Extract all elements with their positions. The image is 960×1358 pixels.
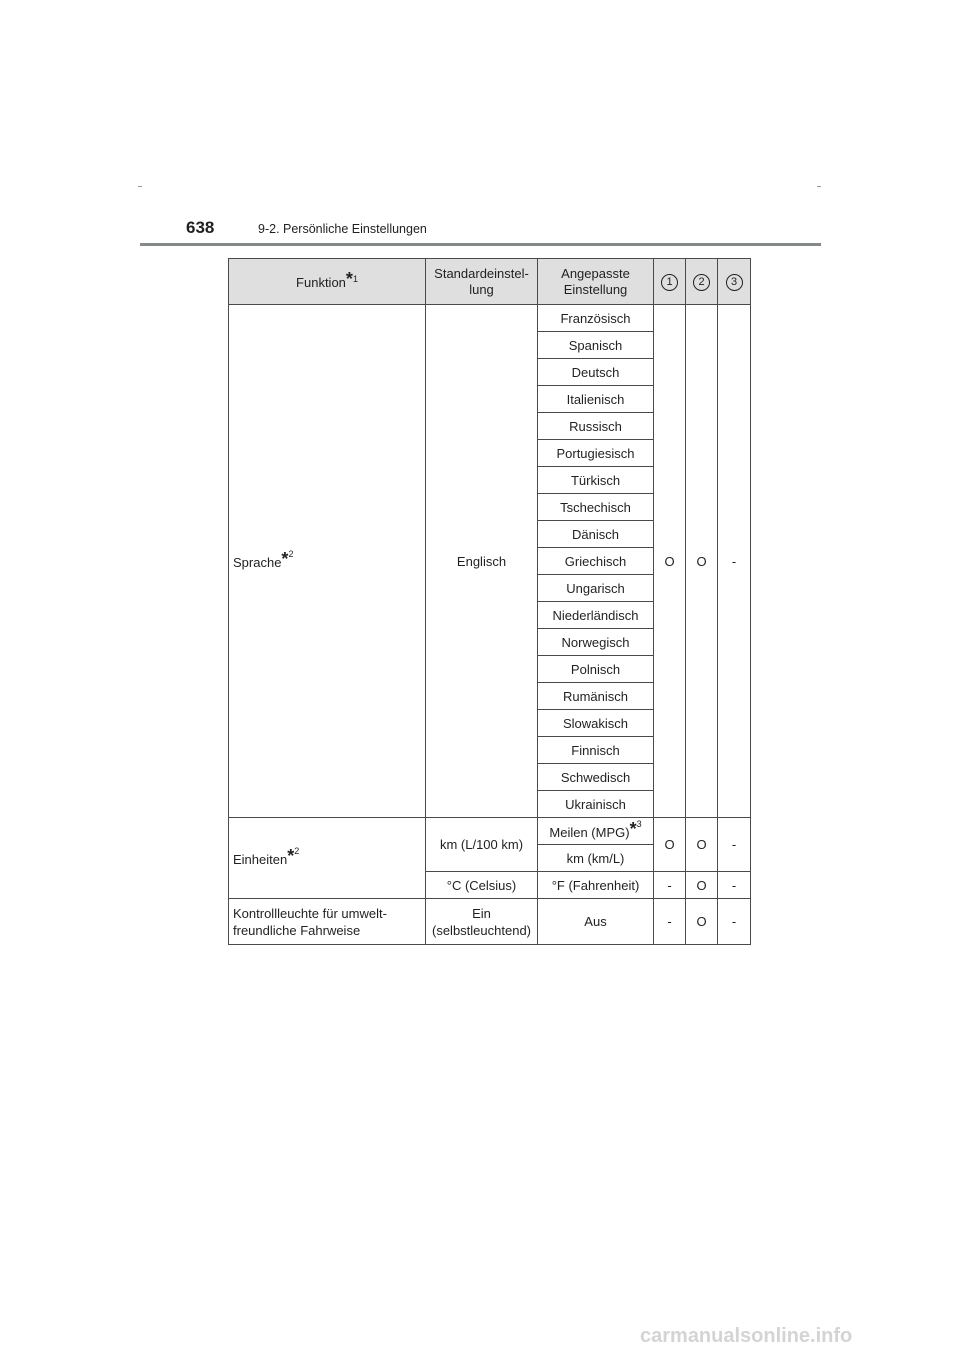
kontroll-option: Aus	[538, 899, 654, 945]
header-col-3	[718, 259, 751, 305]
einheiten-option-2: km (km/L)	[538, 845, 654, 872]
sprache-option: Türkisch	[538, 467, 654, 494]
sprache-option: Norwegisch	[538, 629, 654, 656]
header-angepasst: Angepasste Einstellung	[538, 259, 654, 305]
einheiten-standard-2: °C (Celsius)	[426, 872, 538, 899]
sprache-option: Tschechisch	[538, 494, 654, 521]
sprache-option: Dänisch	[538, 521, 654, 548]
sprache-option: Rumänisch	[538, 683, 654, 710]
header-funktion: Funktion*$^1$	[229, 259, 426, 305]
page-number: 638	[186, 218, 215, 237]
asterisk-icon: *	[629, 818, 637, 839]
sprache-option: Italienisch	[538, 386, 654, 413]
sprache-col-3: -	[718, 305, 751, 818]
einheiten-option-1: Meilen (MPG)*$^3$	[538, 818, 654, 845]
sprache-option: Ukrainisch	[538, 791, 654, 818]
sprache-option: Portugiesisch	[538, 440, 654, 467]
sprache-option: Polnisch	[538, 656, 654, 683]
table-row-kontroll	[229, 899, 751, 945]
sprache-col-1: O	[654, 305, 686, 818]
asterisk-icon: *	[345, 268, 353, 289]
sprache-option: Griechisch	[538, 548, 654, 575]
einheiten-funktion: Einheiten*$^2$	[229, 818, 426, 899]
header-rule	[140, 243, 821, 246]
sprache-option: Russisch	[538, 413, 654, 440]
circled-1-icon: 1	[661, 274, 678, 291]
kontroll-col-3: -	[718, 899, 751, 945]
table-header-row	[229, 259, 751, 305]
sprache-option: Schwedisch	[538, 764, 654, 791]
sprache-option: Slowakisch	[538, 710, 654, 737]
sprache-funktion: Sprache*$^2$	[229, 305, 426, 818]
asterisk-icon: *	[281, 548, 289, 569]
sprache-option: Spanisch	[538, 332, 654, 359]
circled-2-icon: 2	[693, 274, 710, 291]
kontroll-col-1: -	[654, 899, 686, 945]
einheiten-2-col-3: -	[718, 872, 751, 899]
section-title: 9-2. Persönliche Einstellungen	[258, 222, 427, 236]
einheiten-2-col-1: -	[654, 872, 686, 899]
einheiten-1-col-1: O	[654, 818, 686, 872]
einheiten-2-col-2: O	[686, 872, 718, 899]
kontroll-col-2: O	[686, 899, 718, 945]
sprache-col-2: O	[686, 305, 718, 818]
einheiten-1-col-3: -	[718, 818, 751, 872]
kontroll-funktion: Kontrollleuchte für umwelt- freundliche Fahrweise	[229, 899, 426, 945]
einheiten-option-3: °F (Fahrenheit)	[538, 872, 654, 899]
settings-table	[228, 258, 751, 945]
page-header	[186, 218, 826, 246]
crop-mark-right	[817, 186, 821, 187]
crop-mark-left	[138, 186, 142, 187]
asterisk-icon: *	[287, 845, 295, 866]
header-standard: Standardeinstel- lung	[426, 259, 538, 305]
sprache-option: Französisch	[538, 305, 654, 332]
sprache-option: Deutsch	[538, 359, 654, 386]
einheiten-standard-1: km (L/100 km)	[426, 818, 538, 872]
kontroll-standard: Ein (selbstleuchtend)	[426, 899, 538, 945]
einheiten-1-col-2: O	[686, 818, 718, 872]
sprache-standard: Englisch	[426, 305, 538, 818]
header-col-1	[654, 259, 686, 305]
table-row-einheiten	[229, 818, 751, 845]
circled-3-icon: 3	[726, 274, 743, 291]
sprache-option: Finnisch	[538, 737, 654, 764]
table-row-sprache	[229, 305, 751, 332]
sprache-option: Ungarisch	[538, 575, 654, 602]
header-col-2	[686, 259, 718, 305]
watermark-logo: carmanualsonline.info	[640, 1325, 853, 1347]
sprache-option: Niederländisch	[538, 602, 654, 629]
